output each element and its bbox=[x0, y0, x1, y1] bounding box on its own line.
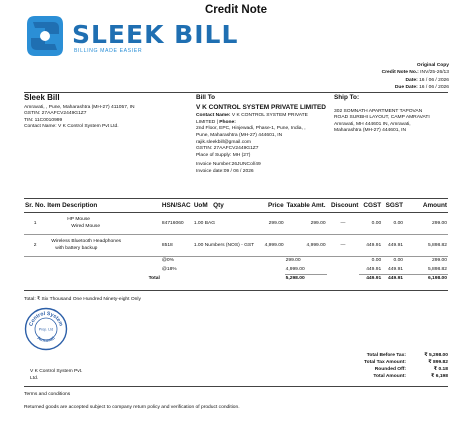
total-sgst: 449.91 bbox=[388, 276, 404, 282]
seal-center-text: Prop. Ltd bbox=[38, 327, 54, 332]
copy-label: Original Copy bbox=[416, 63, 449, 68]
seller-name: Sleek Bill bbox=[24, 93, 60, 102]
ship-to-line: Amravati, MH 444601 IN, Amravati, bbox=[334, 121, 411, 127]
place-of-supply: Place of Supply: MH (27) bbox=[196, 152, 251, 158]
cell-discount: — bbox=[340, 220, 346, 226]
col-header-discount: Discount bbox=[327, 199, 360, 212]
tax-amount-value: ₹ 899.82 bbox=[428, 360, 448, 365]
signatory-name: V K Control System Pvt. Ltd. bbox=[30, 369, 83, 381]
col-header-cgst: CGST bbox=[359, 199, 382, 212]
cell-tax-taxable: 4,999.00 bbox=[285, 265, 327, 274]
divider-top bbox=[24, 92, 448, 93]
seal-bottom-text: Amravati bbox=[36, 335, 56, 343]
divider-terms bbox=[24, 386, 448, 387]
table-row bbox=[24, 212, 448, 234]
rounded-off-value: ₹ 0.18 bbox=[433, 367, 448, 372]
cell-discount: — bbox=[327, 234, 360, 256]
invoice-date: Invoice date:09 / 06 / 2026 bbox=[196, 168, 254, 174]
table-total-row bbox=[24, 274, 448, 283]
cell-sgst: 0.00 bbox=[393, 220, 404, 226]
item-desc: Wired Mouse bbox=[71, 224, 101, 229]
table-row bbox=[24, 234, 448, 256]
item-desc: with battery backup bbox=[55, 246, 98, 251]
col-header-sgst: SGST bbox=[382, 199, 404, 212]
seller-line: Amravati, , Pune, Maharashtra (MH-27) 411057, IN bbox=[24, 104, 135, 110]
seller-line: Contact Name: V K Control System Pvt Ltd. bbox=[24, 124, 119, 130]
cell-price: 4,999.00 bbox=[255, 234, 284, 256]
sleekbill-logo-icon bbox=[25, 14, 65, 58]
note-no-value: INV/25-26/13 bbox=[420, 70, 449, 76]
tax-rate-row bbox=[24, 265, 448, 274]
totals-summary bbox=[326, 352, 448, 380]
cell-tax-sgst: 0.00 bbox=[382, 256, 404, 265]
cell-cgst: 0.00 bbox=[371, 220, 382, 226]
cell-taxable: 4,999.00 bbox=[285, 234, 327, 256]
col-header-uom: UoM bbox=[193, 199, 212, 212]
contact-value: V K CONTROL SYSTEM PRIVATE bbox=[231, 113, 308, 119]
total-row-label: Total bbox=[148, 276, 160, 281]
cell-taxable: 299.00 bbox=[310, 220, 326, 226]
tax-rate-row bbox=[24, 256, 448, 265]
total-cgst: 449.91 bbox=[366, 276, 382, 282]
item-name: HP Mouse bbox=[67, 216, 90, 222]
seal-top-text: Control System bbox=[28, 310, 64, 328]
seller-block bbox=[24, 95, 174, 131]
bill-to-line: 2nd Floor, EPC, Hinjewadi, Phase-1, Pune, India, , bbox=[196, 126, 306, 132]
invoice-number: Invoice Number:26JUNCol/49 bbox=[196, 162, 261, 168]
terms-heading: Terms and conditions bbox=[24, 392, 71, 397]
total-amount-value: ₹ 6,198 bbox=[430, 374, 448, 379]
date-value: 16 / 06 / 2026 bbox=[419, 77, 449, 83]
due-date-value: 16 / 06 / 2026 bbox=[419, 84, 449, 90]
col-header-amount: Amount bbox=[404, 199, 448, 212]
cell-tax-amount: 5,898.82 bbox=[404, 265, 448, 274]
cell-tax-taxable: 299.00 bbox=[285, 256, 327, 265]
cell-item bbox=[46, 212, 161, 234]
terms-text: Returned goods are accepted subject to company return policy and verification of product condition. bbox=[24, 405, 240, 410]
contact-value-cont: LIMITED bbox=[196, 119, 216, 125]
note-no-label: Credit Note No.: bbox=[381, 70, 419, 76]
svg-text:Amravati bbox=[36, 335, 55, 343]
col-header-item: Item Description bbox=[46, 199, 161, 212]
cell-amount: 299.00 bbox=[432, 220, 447, 226]
col-header-hsn: HSN/SAC bbox=[161, 199, 193, 212]
date-label: Date: bbox=[405, 77, 418, 83]
cell-sgst: 449.91 bbox=[382, 234, 404, 256]
before-tax-value: ₹ 5,298.00 bbox=[424, 353, 448, 358]
items-table bbox=[24, 199, 448, 283]
bill-to-email: rajik.sleekbill@gmail.com bbox=[196, 139, 251, 145]
cell-tax-rate: @0% bbox=[161, 256, 193, 265]
cell-uom-qty: 1.00 Numbers (NOS) - GST bbox=[193, 234, 255, 256]
document-meta bbox=[382, 62, 449, 91]
cell-amount: 5,898.82 bbox=[404, 234, 448, 256]
item-name: Wireless Bluetooth Headphones bbox=[51, 238, 122, 244]
phone-label: Phone: bbox=[219, 119, 236, 125]
cell-tax-rate: @18% bbox=[161, 267, 177, 272]
total-in-words: Total: ₹ Six Thousand One Hundred Ninety-eight Only bbox=[24, 297, 141, 302]
seller-line: GSTIN: 27AAFCV2449G1Z7 bbox=[24, 111, 87, 117]
company-logo bbox=[25, 14, 239, 58]
logo-tagline: BILLING MADE EASIER bbox=[74, 48, 143, 54]
ship-to-line: 302 SOMNATH APARTMENT TAPOVAN bbox=[334, 108, 423, 114]
rounded-off-label: Rounded Off: bbox=[374, 367, 406, 372]
cell-tax-cgst: 449.91 bbox=[359, 265, 382, 274]
company-seal-stamp bbox=[24, 307, 68, 351]
col-header-sr: Sr. No. bbox=[24, 199, 46, 212]
total-amount-label: Total Amount: bbox=[373, 374, 406, 379]
cell-hsn: 8518 bbox=[161, 234, 193, 256]
ship-to-line: Maharashtra (MH-27) 444601, IN bbox=[334, 128, 407, 134]
cell-price: 299.00 bbox=[268, 220, 284, 226]
table-header-row bbox=[24, 199, 448, 212]
cell-sr: 1 bbox=[33, 220, 37, 226]
contact-label: Contact Name: bbox=[196, 113, 231, 119]
cell-cgst: 449.91 bbox=[359, 234, 382, 256]
col-header-price: Price bbox=[255, 199, 284, 212]
cell-uom-qty: 1.00 BAG bbox=[193, 220, 216, 226]
ship-to-line: ROAD SURBHI LAYOUT, CAMP AMRAVATI bbox=[334, 115, 430, 121]
cell-item bbox=[46, 234, 161, 256]
total-taxable: 5,298.00 bbox=[285, 276, 305, 282]
total-amount: 6,198.00 bbox=[427, 276, 447, 282]
col-header-qty: Qty bbox=[212, 199, 255, 212]
cell-tax-sgst: 449.91 bbox=[382, 265, 404, 274]
col-header-taxable: Taxable Amt. bbox=[285, 199, 327, 212]
before-tax-label: Total Before Tax: bbox=[366, 353, 406, 358]
due-date-label: Due Date: bbox=[394, 84, 418, 90]
tax-amount-label: Total Tax Amount: bbox=[363, 360, 406, 365]
bill-to-line: Pune, Maharashtra (MH-27) 444601, IN bbox=[196, 132, 283, 138]
divider-table-bottom bbox=[24, 290, 448, 291]
cell-sr: 2 bbox=[24, 234, 46, 256]
document-title: Credit Note bbox=[205, 4, 267, 16]
cell-tax-amount: 299.00 bbox=[404, 256, 448, 265]
logo-wordmark: SLEEK BILL bbox=[72, 20, 239, 49]
bill-to-block: Bill To V K CONTROL SYSTEM PRIVATE LIMITED Contact Name: V K CONTROL SYSTEM PRIVATE LIMITED | Phone: 2nd Floor, EPC, Hinjewadi, Phase-1, Pune, India, , Pune, Maharashtra (MH-27) 444601, IN rajik.sleekbill@gmail.com GSTIN: 27AAFCV2449G1Z7 Place of Supply: MH (27) Invoice Number:26JUNCol/49 Invoice date:09 / 06 / 2026 bbox=[196, 95, 331, 176]
ship-to-heading: Ship To: bbox=[334, 94, 360, 101]
seller-line: TIN: 11C0010999 bbox=[24, 117, 63, 123]
cell-tax-cgst: 0.00 bbox=[359, 256, 382, 265]
cell-hsn: 84716060 bbox=[161, 220, 184, 226]
bill-to-heading: Bill To bbox=[196, 94, 216, 101]
bill-to-gstin: GSTIN: 27AAFCV2449G1Z7 bbox=[196, 146, 259, 152]
bill-to-name: V K CONTROL SYSTEM PRIVATE LIMITED bbox=[196, 103, 327, 111]
ship-to-block bbox=[334, 95, 452, 135]
